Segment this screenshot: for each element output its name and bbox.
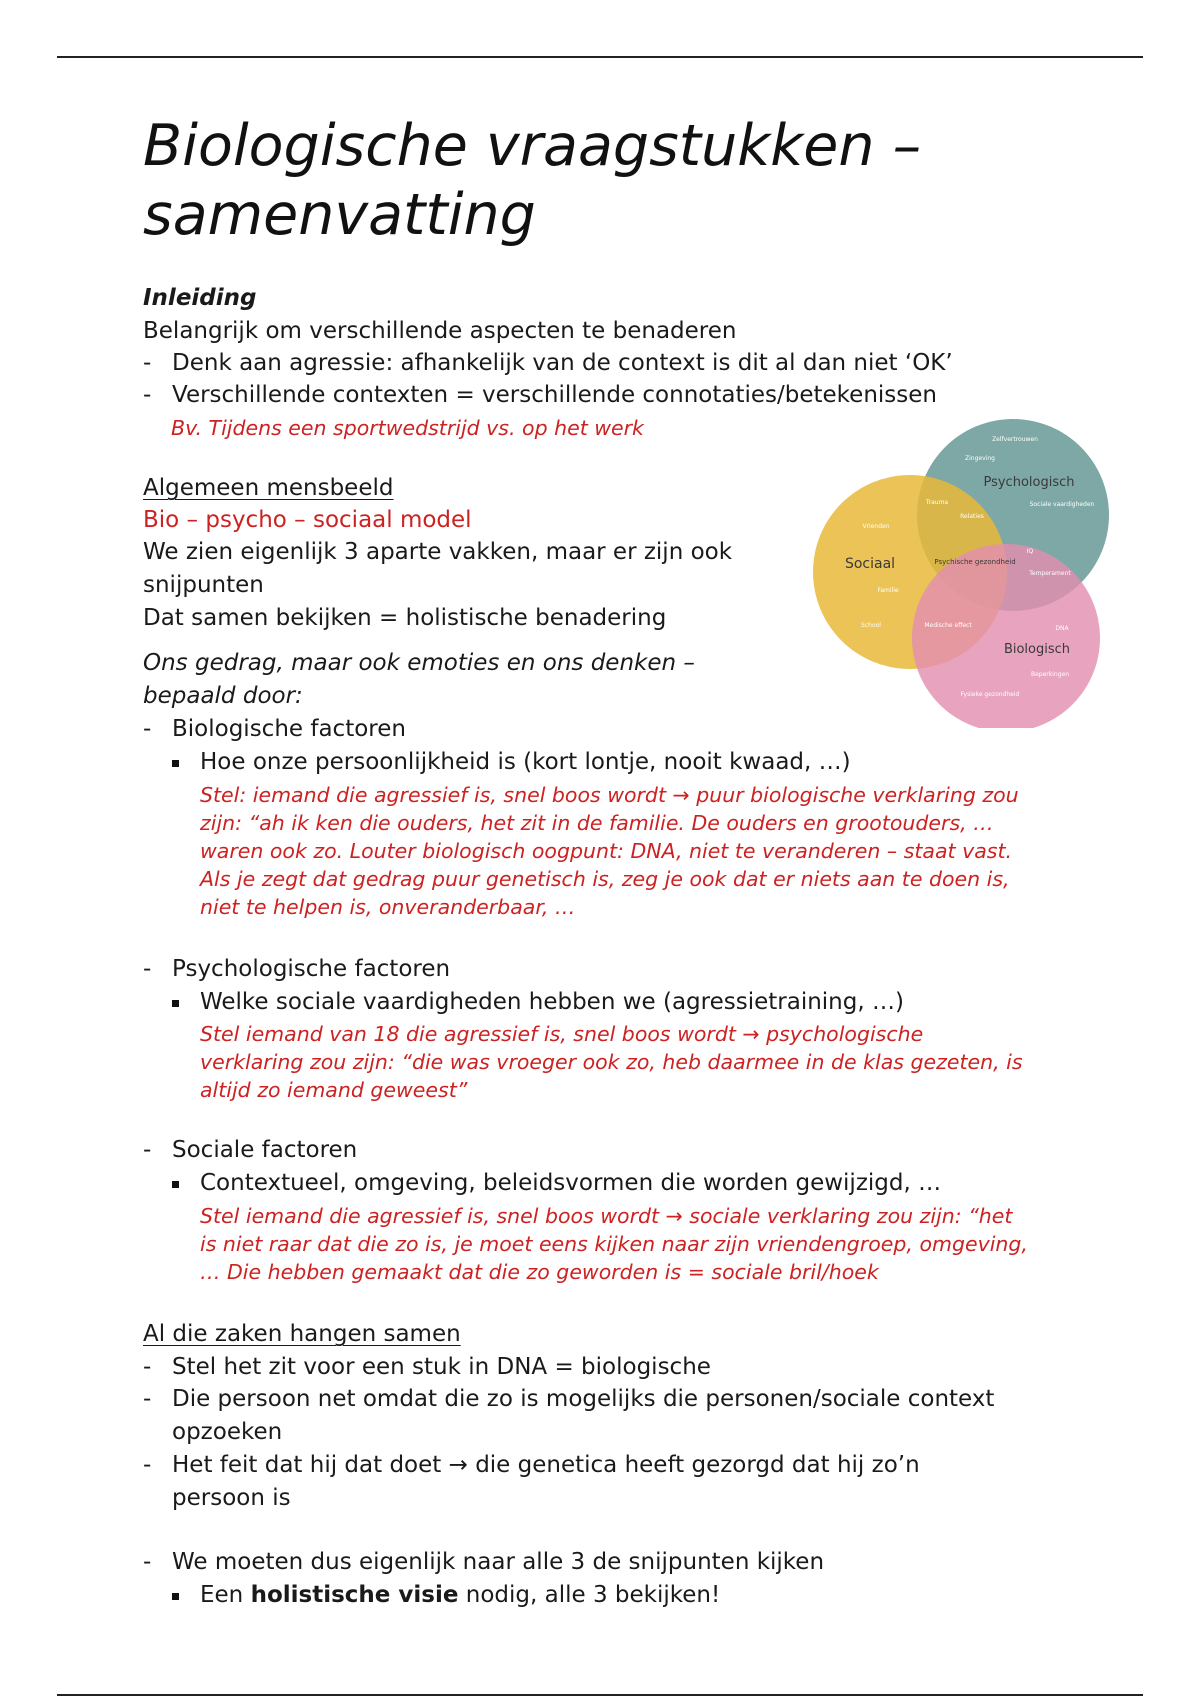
dash-marker: - — [143, 1137, 152, 1163]
venn-small-zingeving: Zingeving — [965, 455, 995, 462]
factor-psycho-note — [200, 1020, 1023, 1104]
factor-psycho-label: Psychologische factoren — [172, 956, 451, 982]
dash-marker: - — [143, 956, 152, 982]
factor-psycho-sub: Welke sociale vaardigheden hebben we (agressietraining, …) — [200, 989, 904, 1015]
samen-bullet-3b: persoon is — [172, 1485, 291, 1511]
mensbeeld-italic-a: Ons gedrag, maar ook emoties en ons denken – — [143, 650, 695, 676]
venn-small-fysieke-gezondheid: Fysieke gezondheid — [960, 691, 1020, 698]
square-bullet — [172, 760, 179, 767]
square-bullet — [172, 1593, 179, 1600]
factor-bio-note — [200, 781, 1019, 921]
note-line: Stel iemand van 18 die agressief is, snel boos wordt → psychologische — [200, 1022, 924, 1046]
note-line: … Die hebben gemaakt dat die zo geworden is = sociale bril/hoek — [200, 1260, 879, 1284]
intro-bullet-2: Verschillende contexten = verschillende connotaties/betekenissen — [172, 382, 937, 408]
model-title: Bio – psycho – sociaal model — [143, 507, 472, 533]
note-line: Stel: iemand die agressief is, snel boos wordt → puur biologische verklaring zou — [200, 783, 1019, 807]
venn-small-iq: IQ — [1026, 548, 1034, 555]
dash-marker: - — [143, 716, 152, 742]
venn-label-sociaal: Sociaal — [844, 556, 896, 572]
dash-marker: - — [143, 350, 152, 376]
note-line: is niet raar dat die zo is, je moet eens kijken naar zijn vriendengroep, omgeving, — [200, 1232, 1028, 1256]
venn-label-center: Psychische gezondheid — [934, 558, 1016, 566]
factor-bio-label: Biologische factoren — [172, 716, 406, 742]
samen-sub-pre: Een — [200, 1582, 251, 1608]
top-rule — [57, 56, 1143, 58]
venn-small-school: School — [861, 622, 881, 629]
note-line: altijd zo iemand geweest” — [200, 1078, 468, 1102]
mensbeeld-italic-b: bepaald door: — [143, 683, 303, 709]
samen-sub — [200, 1582, 720, 1608]
factor-sociaal-sub: Contextueel, omgeving, beleidsvormen die worden gewijzigd, … — [200, 1170, 942, 1196]
mensbeeld-text-1a: We zien eigenlijk 3 aparte vakken, maar er zijn ook — [143, 539, 733, 565]
factor-bio-sub: Hoe onze persoonlijkheid is (kort lontje, nooit kwaad, …) — [200, 749, 851, 775]
dash-marker: - — [143, 382, 152, 408]
venn-small-zelfvertrouwen: Zelfvertrouwen — [992, 436, 1038, 443]
samen-bullet-2a: Die persoon net omdat die zo is mogelijks die personen/sociale context — [172, 1386, 995, 1412]
page-title-line-2: samenvatting — [143, 182, 536, 248]
venn-small-dna: DNA — [1055, 625, 1069, 632]
venn-small-trauma: Trauma — [925, 499, 949, 506]
mensbeeld-heading: Algemeen mensbeeld — [143, 475, 394, 501]
factor-sociaal-note — [200, 1202, 1028, 1286]
note-line: Stel iemand die agressief is, snel boos wordt → sociale verklaring zou zijn: “het — [200, 1204, 1013, 1228]
samen-bullet-3a: Het feit dat hij dat doet → die genetica heeft gezorgd dat hij zo’n — [172, 1452, 920, 1478]
mensbeeld-text-1b: snijpunten — [143, 572, 264, 598]
samen-bullet-4: We moeten dus eigenlijk naar alle 3 de snijpunten kijken — [172, 1549, 825, 1575]
intro-bullet-1: Denk aan agressie: afhankelijk van de context is dit al dan niet ‘OK’ — [172, 350, 953, 376]
samen-sub-bold: holistische visie — [250, 1582, 459, 1608]
samen-heading: Al die zaken hangen samen — [143, 1321, 461, 1347]
samen-bullet-1: Stel het zit voor een stuk in DNA = biologische — [172, 1354, 711, 1380]
note-line: zijn: “ah ik ken die ouders, het zit in de familie. De ouders en grootouders, … — [200, 811, 994, 835]
mensbeeld-text-2: Dat samen bekijken = holistische benadering — [143, 605, 667, 631]
dash-marker: - — [143, 1354, 152, 1380]
intro-text: Belangrijk om verschillende aspecten te benaderen — [143, 318, 737, 344]
venn-label-psychologisch: Psychologisch — [983, 475, 1075, 490]
page-title-line-1: Biologische vraagstukken – — [143, 113, 922, 179]
venn-small-beperkingen: Beperkingen — [1030, 671, 1070, 678]
venn-small-familie: Familie — [877, 587, 899, 594]
note-line: Als je zegt dat gedrag puur genetisch is, zeg je ook dat er niets aan te doen is, — [200, 867, 1010, 891]
venn-small-sociale-vaardigheden: Sociale vaardigheden — [1029, 501, 1095, 508]
venn-label-biologisch: Biologisch — [1003, 642, 1071, 657]
square-bullet — [172, 1000, 179, 1007]
venn-small-vrienden: Vrienden — [862, 523, 890, 530]
dash-marker: - — [143, 1386, 152, 1412]
venn-small-temperament: Temperament — [1029, 570, 1071, 577]
intro-example: Bv. Tijdens een sportwedstrijd vs. op het werk — [171, 416, 644, 440]
venn-circle-biologisch — [912, 544, 1100, 728]
page-title — [143, 112, 921, 250]
note-line: verklaring zou zijn: “die was vroeger ook zo, heb daarmee in de klas gezeten, is — [200, 1050, 1023, 1074]
samen-sub-post: nodig, alle 3 bekijken! — [458, 1582, 721, 1608]
dash-marker: - — [143, 1549, 152, 1575]
note-line: niet te helpen is, onveranderbaar, … — [200, 895, 576, 919]
note-line: waren ook zo. Louter biologisch oogpunt: DNA, niet te veranderen – staat vast. — [200, 839, 1013, 863]
square-bullet — [172, 1181, 179, 1188]
bottom-rule — [57, 1694, 1143, 1696]
venn-diagram — [810, 412, 1115, 728]
dash-marker: - — [143, 1452, 152, 1478]
samen-bullet-2b: opzoeken — [172, 1419, 283, 1445]
intro-heading: Inleiding — [143, 285, 257, 311]
venn-small-relaties: Relaties — [960, 513, 984, 520]
factor-sociaal-label: Sociale factoren — [172, 1137, 358, 1163]
venn-small-medische-effect: Medische effect — [924, 622, 972, 629]
